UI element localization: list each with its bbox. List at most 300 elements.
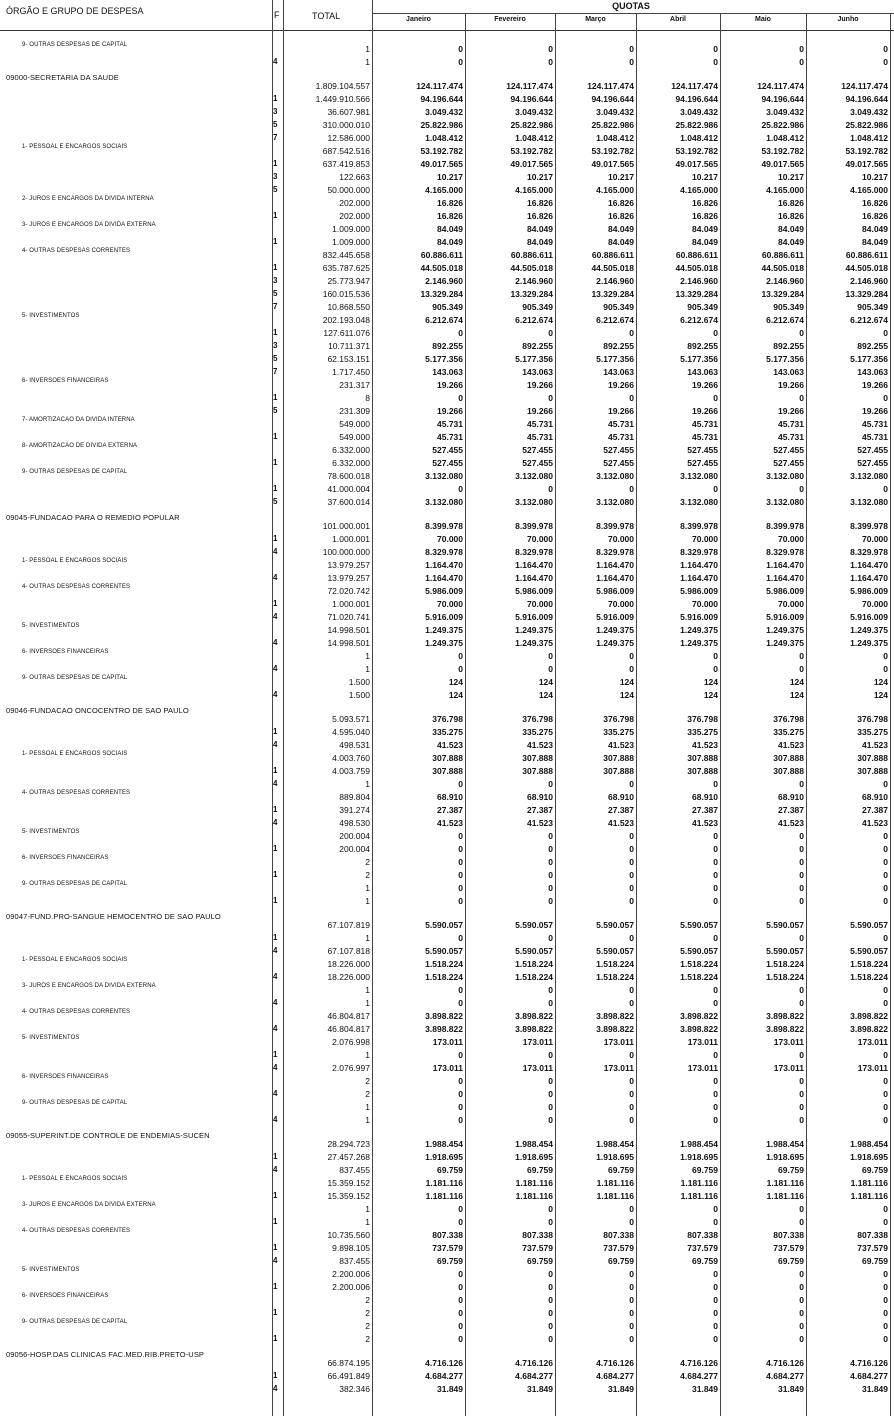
quota-value: 45.731 <box>778 432 804 442</box>
expense-group-label: 4- OUTRAS DESPESAS CORRENTES <box>22 790 131 796</box>
quota-value: 5.177.356 <box>596 354 634 364</box>
quota-value: 8.329.978 <box>596 547 634 557</box>
quota-value: 10.217 <box>608 172 634 182</box>
quota-value: 8.399.978 <box>425 521 463 531</box>
quota-value: 0 <box>799 1076 804 1086</box>
total-value: 4.595.040 <box>332 727 370 737</box>
total-value: 889.804 <box>339 792 370 802</box>
quota-value: 69.759 <box>778 1165 804 1175</box>
quota-value: 1.181.116 <box>680 1191 718 1201</box>
quota-value: 94.196.644 <box>761 94 804 104</box>
expense-group-label: 6- INVERSOES FINANCEIRAS <box>22 855 109 861</box>
source-code: 4 <box>273 740 278 749</box>
quota-value: 0 <box>799 985 804 995</box>
quota-value: 892.255 <box>687 341 718 351</box>
quota-value: 25.822.986 <box>845 120 888 130</box>
total-value: 71.020.741 <box>327 612 370 622</box>
quota-value: 16.826 <box>692 211 718 221</box>
quota-value: 376.798 <box>773 714 804 724</box>
expense-group-label: 6- INVERSOES FINANCEIRAS <box>22 649 109 655</box>
quota-value: 3.049.432 <box>596 107 634 117</box>
quota-value: 0 <box>629 1102 634 1112</box>
month-header: Fevereiro <box>494 16 526 23</box>
quota-value: 5.177.356 <box>425 354 463 364</box>
source-code: 4 <box>273 612 278 621</box>
quota-value: 0 <box>458 1204 463 1214</box>
quota-value: 173.011 <box>687 1063 718 1073</box>
quota-value: 0 <box>458 1295 463 1305</box>
expense-group-label: 1- PESSOAL E ENCARGOS SOCIAIS <box>22 1176 128 1182</box>
total-value: 28.294.723 <box>327 1139 370 1149</box>
quota-value: 0 <box>883 57 888 67</box>
total-value: 1 <box>365 664 370 674</box>
total-value: 1.009.000 <box>332 224 370 234</box>
total-value: 1 <box>365 1115 370 1125</box>
quota-value: 0 <box>799 1102 804 1112</box>
quota-value: 527.455 <box>773 445 804 455</box>
quota-value: 6.212.674 <box>596 315 634 325</box>
quota-value: 0 <box>548 651 553 661</box>
quota-value: 19.266 <box>437 406 463 416</box>
quota-value: 0 <box>548 779 553 789</box>
total-value: 1.000.001 <box>332 534 370 544</box>
quota-value: 94.196.644 <box>675 94 718 104</box>
total-value: 6.332.000 <box>332 445 370 455</box>
expense-group-label: 6- INVERSOES FINANCEIRAS <box>22 1293 109 1299</box>
quota-value: 0 <box>629 998 634 1008</box>
quota-value: 527.455 <box>432 445 463 455</box>
quota-value: 0 <box>713 896 718 906</box>
quota-value: 0 <box>458 870 463 880</box>
quota-value: 0 <box>883 1321 888 1331</box>
quota-value: 5.590.057 <box>515 920 553 930</box>
total-value: 2 <box>365 1308 370 1318</box>
quota-value: 45.731 <box>527 432 553 442</box>
total-value: 101.000.001 <box>322 521 370 531</box>
quota-value: 1.249.375 <box>680 625 718 635</box>
total-value: 498.530 <box>339 818 370 828</box>
quota-value: 0 <box>629 393 634 403</box>
total-value: 10.868.550 <box>327 302 370 312</box>
quota-value: 3.049.432 <box>680 107 718 117</box>
quota-value: 0 <box>548 870 553 880</box>
source-code: 5 <box>273 120 278 129</box>
quota-value: 124 <box>538 677 553 687</box>
expense-group-label: 9- OUTRAS DESPESAS DE CAPITAL <box>22 42 128 48</box>
total-value: 66.874.195 <box>327 1358 370 1368</box>
quota-value: 0 <box>883 1308 888 1318</box>
total-value: 202.000 <box>339 211 370 221</box>
quota-value: 173.011 <box>432 1063 463 1073</box>
quota-value: 3.898.822 <box>766 1011 804 1021</box>
total-value: 1.717.450 <box>332 367 370 377</box>
quota-value: 60.886.611 <box>675 250 718 260</box>
quota-value: 737.579 <box>687 1243 718 1253</box>
quota-value: 124.117.474 <box>671 81 718 91</box>
quota-value: 1.988.454 <box>850 1139 888 1149</box>
quota-value: 0 <box>629 844 634 854</box>
quota-value: 19.266 <box>862 406 888 416</box>
quota-value: 3.898.822 <box>850 1024 888 1034</box>
quota-value: 4.165.000 <box>596 185 634 195</box>
quota-value: 0 <box>548 328 553 338</box>
quota-value: 0 <box>713 1334 718 1344</box>
quota-value: 905.349 <box>773 302 804 312</box>
quota-value: 0 <box>548 484 553 494</box>
quota-value: 5.916.009 <box>515 612 553 622</box>
quota-value: 0 <box>629 870 634 880</box>
quota-value: 0 <box>458 1269 463 1279</box>
quota-value: 1.164.470 <box>515 560 553 570</box>
quota-value: 4.716.126 <box>766 1358 804 1368</box>
quota-value: 70.000 <box>862 599 888 609</box>
quota-value: 84.049 <box>692 224 718 234</box>
quota-value: 1.518.224 <box>425 972 463 982</box>
quota-value: 0 <box>799 328 804 338</box>
total-value: 67.107.818 <box>327 946 370 956</box>
quota-value: 3.898.822 <box>850 1011 888 1021</box>
source-code: 1 <box>273 599 278 608</box>
quota-value: 31.849 <box>778 1384 804 1394</box>
quota-value: 0 <box>548 57 553 67</box>
quota-value: 2.146.960 <box>425 276 463 286</box>
source-code: 1 <box>273 237 278 246</box>
quota-value: 0 <box>799 1050 804 1060</box>
quota-value: 527.455 <box>432 458 463 468</box>
quota-value: 124 <box>789 690 804 700</box>
quota-value: 69.759 <box>608 1165 634 1175</box>
total-value: 14.998.501 <box>327 638 370 648</box>
quota-value: 124 <box>619 677 634 687</box>
quota-value: 84.049 <box>437 224 463 234</box>
quota-value: 905.349 <box>522 302 553 312</box>
quota-value: 4.684.277 <box>515 1371 553 1381</box>
quota-value: 16.826 <box>778 198 804 208</box>
quota-value: 0 <box>548 1102 553 1112</box>
quota-value: 27.387 <box>692 805 718 815</box>
quota-value: 5.590.057 <box>680 946 718 956</box>
quota-value: 6.212.674 <box>515 315 553 325</box>
quota-value: 0 <box>629 1115 634 1125</box>
total-value: 1.809.104.557 <box>315 81 370 91</box>
quota-value: 2.146.960 <box>596 276 634 286</box>
source-code: 3 <box>273 276 278 285</box>
quota-value: 0 <box>458 651 463 661</box>
source-code: 1 <box>273 263 278 272</box>
quota-value: 173.011 <box>522 1063 553 1073</box>
quota-value: 124 <box>703 690 718 700</box>
quota-value: 70.000 <box>778 599 804 609</box>
quota-value: 31.849 <box>862 1384 888 1394</box>
total-value: 310.000.010 <box>322 120 370 130</box>
source-code: 1 <box>273 484 278 493</box>
quota-value: 0 <box>713 328 718 338</box>
quota-value: 45.731 <box>437 419 463 429</box>
quota-value: 25.822.986 <box>761 120 804 130</box>
quota-value: 5.177.356 <box>766 354 804 364</box>
quota-value: 0 <box>629 857 634 867</box>
total-value: 2 <box>365 857 370 867</box>
total-value: 2 <box>365 1321 370 1331</box>
quota-value: 0 <box>629 1321 634 1331</box>
quota-value: 8.399.978 <box>850 521 888 531</box>
quota-value: 10.217 <box>527 172 553 182</box>
quota-value: 1.048.412 <box>515 133 553 143</box>
quota-value: 0 <box>458 998 463 1008</box>
quota-value: 1.048.412 <box>766 133 804 143</box>
quota-value: 4.684.277 <box>680 1371 718 1381</box>
source-code: 1 <box>273 1217 278 1226</box>
quota-value: 0 <box>883 393 888 403</box>
quota-value: 8.399.978 <box>515 521 553 531</box>
expense-group-label: 5- INVESTIMENTOS <box>22 1267 80 1273</box>
quota-value: 376.798 <box>603 714 634 724</box>
quota-value: 25.822.986 <box>591 120 634 130</box>
quota-value: 1.988.454 <box>515 1139 553 1149</box>
total-value: 2 <box>365 870 370 880</box>
source-code: 4 <box>273 998 278 1007</box>
total-value: 2 <box>365 1089 370 1099</box>
source-code: 1 <box>273 1371 278 1380</box>
quota-value: 0 <box>458 844 463 854</box>
quota-value: 8.329.978 <box>766 547 804 557</box>
quota-value: 0 <box>713 651 718 661</box>
quota-value: 0 <box>799 857 804 867</box>
source-code: 4 <box>273 818 278 827</box>
expense-group-label: 4- OUTRAS DESPESAS CORRENTES <box>22 1009 131 1015</box>
quota-value: 3.132.080 <box>850 471 888 481</box>
quota-value: 5.590.057 <box>680 920 718 930</box>
quota-value: 84.049 <box>862 224 888 234</box>
total-value: 18.226.000 <box>327 959 370 969</box>
quota-value: 1.988.454 <box>425 1139 463 1149</box>
quota-value: 0 <box>883 870 888 880</box>
total-value: 1 <box>365 1204 370 1214</box>
quota-value: 13.329.284 <box>420 289 463 299</box>
quota-value: 19.266 <box>608 380 634 390</box>
expense-group-label: 9- OUTRAS DESPESAS DE CAPITAL <box>22 1100 128 1106</box>
total-value: 1 <box>365 1050 370 1060</box>
quota-value: 5.986.009 <box>425 586 463 596</box>
expense-group-label: 4- OUTRAS DESPESAS CORRENTES <box>22 584 131 590</box>
total-value: 202.193.048 <box>322 315 370 325</box>
quota-value: 1.048.412 <box>425 133 463 143</box>
quota-value: 0 <box>548 1089 553 1099</box>
total-value: 1 <box>365 933 370 943</box>
quota-value: 1.249.375 <box>596 625 634 635</box>
source-code: 4 <box>273 1089 278 1098</box>
quota-value: 0 <box>458 57 463 67</box>
quota-value: 0 <box>713 985 718 995</box>
quota-value: 1.164.470 <box>766 573 804 583</box>
quota-value: 527.455 <box>857 445 888 455</box>
quota-value: 3.898.822 <box>596 1024 634 1034</box>
quota-value: 1.164.470 <box>596 573 634 583</box>
quota-value: 69.759 <box>527 1256 553 1266</box>
total-value: 9.898.105 <box>332 1243 370 1253</box>
quota-value: 3.132.080 <box>515 497 553 507</box>
quota-value: 143.063 <box>603 367 634 377</box>
quota-value: 124 <box>873 677 888 687</box>
quota-value: 335.275 <box>687 727 718 737</box>
quota-value: 45.731 <box>778 419 804 429</box>
quota-value: 0 <box>883 896 888 906</box>
quota-value: 0 <box>629 1089 634 1099</box>
quota-value: 0 <box>883 1115 888 1125</box>
quota-value: 1.518.224 <box>596 972 634 982</box>
quota-value: 124.117.474 <box>506 81 553 91</box>
quota-value: 5.986.009 <box>680 586 718 596</box>
quota-value: 3.132.080 <box>596 497 634 507</box>
quota-value: 0 <box>799 1089 804 1099</box>
quota-value: 0 <box>548 1115 553 1125</box>
quota-value: 0 <box>548 1295 553 1305</box>
quota-value: 0 <box>629 1076 634 1086</box>
quota-value: 527.455 <box>687 458 718 468</box>
quota-value: 1.918.695 <box>425 1152 463 1162</box>
quota-value: 3.049.432 <box>850 107 888 117</box>
quota-value: 45.731 <box>608 432 634 442</box>
quota-value: 0 <box>548 933 553 943</box>
quota-value: 0 <box>799 831 804 841</box>
quota-value: 0 <box>799 1269 804 1279</box>
quota-value: 0 <box>629 1334 634 1344</box>
quota-value: 84.049 <box>778 237 804 247</box>
month-header: Janeiro <box>406 16 431 23</box>
quota-value: 807.338 <box>857 1230 888 1240</box>
quota-value: 0 <box>883 484 888 494</box>
quota-value: 49.017.565 <box>591 159 634 169</box>
quota-value: 16.826 <box>608 198 634 208</box>
quota-value: 0 <box>629 1295 634 1305</box>
quota-value: 0 <box>548 1269 553 1279</box>
quota-value: 1.181.116 <box>515 1191 553 1201</box>
quota-value: 892.255 <box>522 341 553 351</box>
quota-value: 1.918.695 <box>766 1152 804 1162</box>
quota-value: 0 <box>883 998 888 1008</box>
quota-value: 69.759 <box>862 1165 888 1175</box>
quota-value: 70.000 <box>527 599 553 609</box>
quota-value: 69.759 <box>778 1256 804 1266</box>
quota-value: 307.888 <box>432 753 463 763</box>
quota-value: 0 <box>713 1089 718 1099</box>
quota-value: 4.165.000 <box>680 185 718 195</box>
quota-value: 1.249.375 <box>766 625 804 635</box>
quota-value: 3.132.080 <box>425 471 463 481</box>
quota-value: 1.518.224 <box>766 959 804 969</box>
quota-value: 44.505.018 <box>845 263 888 273</box>
quota-value: 307.888 <box>857 753 888 763</box>
quota-value: 0 <box>713 870 718 880</box>
quota-value: 84.049 <box>692 237 718 247</box>
quota-value: 376.798 <box>522 714 553 724</box>
quota-value: 53.192.782 <box>591 146 634 156</box>
quota-value: 68.910 <box>437 792 463 802</box>
quota-value: 6.212.674 <box>766 315 804 325</box>
quota-value: 307.888 <box>773 766 804 776</box>
quota-value: 3.132.080 <box>766 497 804 507</box>
quota-value: 0 <box>799 1295 804 1305</box>
source-code: 1 <box>273 328 278 337</box>
quota-value: 1.048.412 <box>680 133 718 143</box>
section-title: 09045-FUNDACAO PARA O REMEDIO POPULAR <box>6 513 180 522</box>
quota-value: 13.329.284 <box>845 289 888 299</box>
quota-value: 16.826 <box>608 211 634 221</box>
quota-value: 0 <box>629 651 634 661</box>
quota-value: 1.249.375 <box>425 625 463 635</box>
total-value: 8 <box>365 393 370 403</box>
quota-value: 0 <box>548 985 553 995</box>
quota-value: 84.049 <box>862 237 888 247</box>
quota-value: 807.338 <box>432 1230 463 1240</box>
quota-value: 0 <box>458 1050 463 1060</box>
total-value: 50.000.000 <box>327 185 370 195</box>
quota-value: 307.888 <box>603 766 634 776</box>
quota-value: 124.117.474 <box>416 81 463 91</box>
source-code: 4 <box>273 1165 278 1174</box>
quota-value: 2.146.960 <box>850 276 888 286</box>
quota-value: 16.826 <box>437 211 463 221</box>
quota-value: 335.275 <box>432 727 463 737</box>
quota-value: 0 <box>799 1321 804 1331</box>
total-value: 14.998.501 <box>327 625 370 635</box>
quota-value: 1.249.375 <box>850 625 888 635</box>
quota-value: 69.759 <box>608 1256 634 1266</box>
quota-value: 0 <box>458 1089 463 1099</box>
source-code: 1 <box>273 94 278 103</box>
quota-value: 5.590.057 <box>515 946 553 956</box>
quota-value: 0 <box>883 1269 888 1279</box>
source-code: 4 <box>273 573 278 582</box>
quota-value: 0 <box>883 1102 888 1112</box>
quota-value: 49.017.565 <box>510 159 553 169</box>
quota-value: 16.826 <box>437 198 463 208</box>
quota-value: 0 <box>548 998 553 1008</box>
source-code: 1 <box>273 393 278 402</box>
quota-value: 68.910 <box>608 792 634 802</box>
quota-value: 8.329.978 <box>680 547 718 557</box>
quota-value: 1.518.224 <box>680 959 718 969</box>
quota-value: 307.888 <box>687 753 718 763</box>
quota-value: 0 <box>799 651 804 661</box>
quota-value: 0 <box>629 1217 634 1227</box>
quota-value: 335.275 <box>603 727 634 737</box>
quota-value: 307.888 <box>687 766 718 776</box>
quota-value: 0 <box>799 1282 804 1292</box>
source-code: 1 <box>273 870 278 879</box>
quota-value: 16.826 <box>778 211 804 221</box>
quota-value: 68.910 <box>527 792 553 802</box>
source-code: 5 <box>273 289 278 298</box>
quota-value: 5.177.356 <box>850 354 888 364</box>
quota-value: 70.000 <box>437 534 463 544</box>
source-code: 4 <box>273 57 278 66</box>
quota-value: 41.523 <box>437 740 463 750</box>
quota-value: 124 <box>448 677 463 687</box>
quota-value: 307.888 <box>522 766 553 776</box>
quota-value: 892.255 <box>857 341 888 351</box>
source-code: 4 <box>273 946 278 955</box>
quota-value: 41.523 <box>692 818 718 828</box>
expense-group-label: 7- AMORTIZACAO DA DIVIDA INTERNA <box>22 417 135 423</box>
quota-value: 0 <box>458 393 463 403</box>
quota-value: 0 <box>883 779 888 789</box>
quota-value: 0 <box>629 44 634 54</box>
source-code: 7 <box>273 302 278 311</box>
expense-group-label: 1- PESSOAL E ENCARGOS SOCIAIS <box>22 558 128 564</box>
section-title: 09000-SECRETARIA DA SAUDE <box>6 73 119 82</box>
source-code: 1 <box>273 727 278 736</box>
